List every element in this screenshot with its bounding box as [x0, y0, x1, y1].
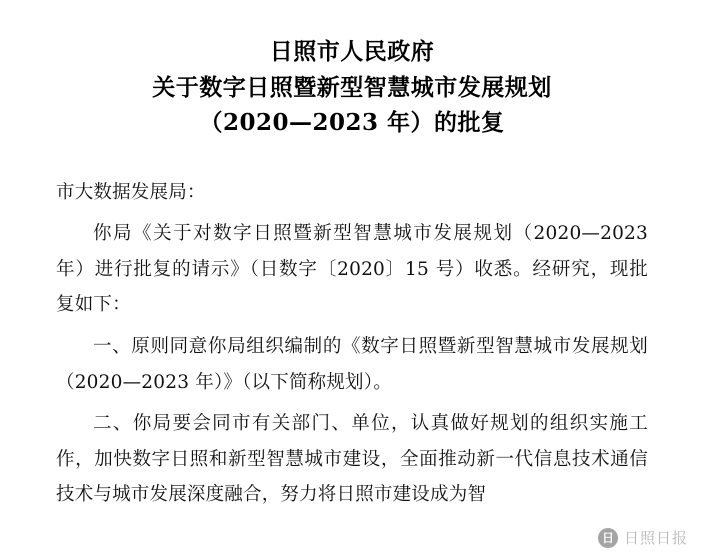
- document-body: [56, 175, 648, 513]
- paragraph-3: 二、你局要会同市有关部门、单位，认真做好规划的组织实施工作，加快数字日照和新型智慧城市建设，全面推动新一代信息技术通信技术与城市发展深度融合，努力将日照市建设成为智: [56, 413, 648, 506]
- watermark-logo-icon: 日: [598, 528, 618, 548]
- paragraph-2: 一、原则同意你局组织编制的《数字日照暨新型智慧城市发展规划（2020—2023 年）》（以下简称规划）。: [56, 335, 648, 393]
- watermark-label: 日照日报: [623, 529, 688, 547]
- title-line-1: 日照市人民政府: [269, 38, 435, 65]
- title-line-2: 关于数字日照暨新型智慧城市发展规划: [152, 73, 552, 101]
- salutation: 市大数据发展局：: [56, 181, 206, 203]
- title-line-3: （2020—2023 年）的批复: [199, 109, 505, 137]
- paragraph-1: 你局《关于对数字日照暨新型智慧城市发展规划（2020—2023 年）进行批复的请示》（日数字〔2020〕15 号）收悉。经研究，现批复如下：: [56, 223, 648, 316]
- page-title: [56, 34, 648, 141]
- watermark: [598, 527, 688, 548]
